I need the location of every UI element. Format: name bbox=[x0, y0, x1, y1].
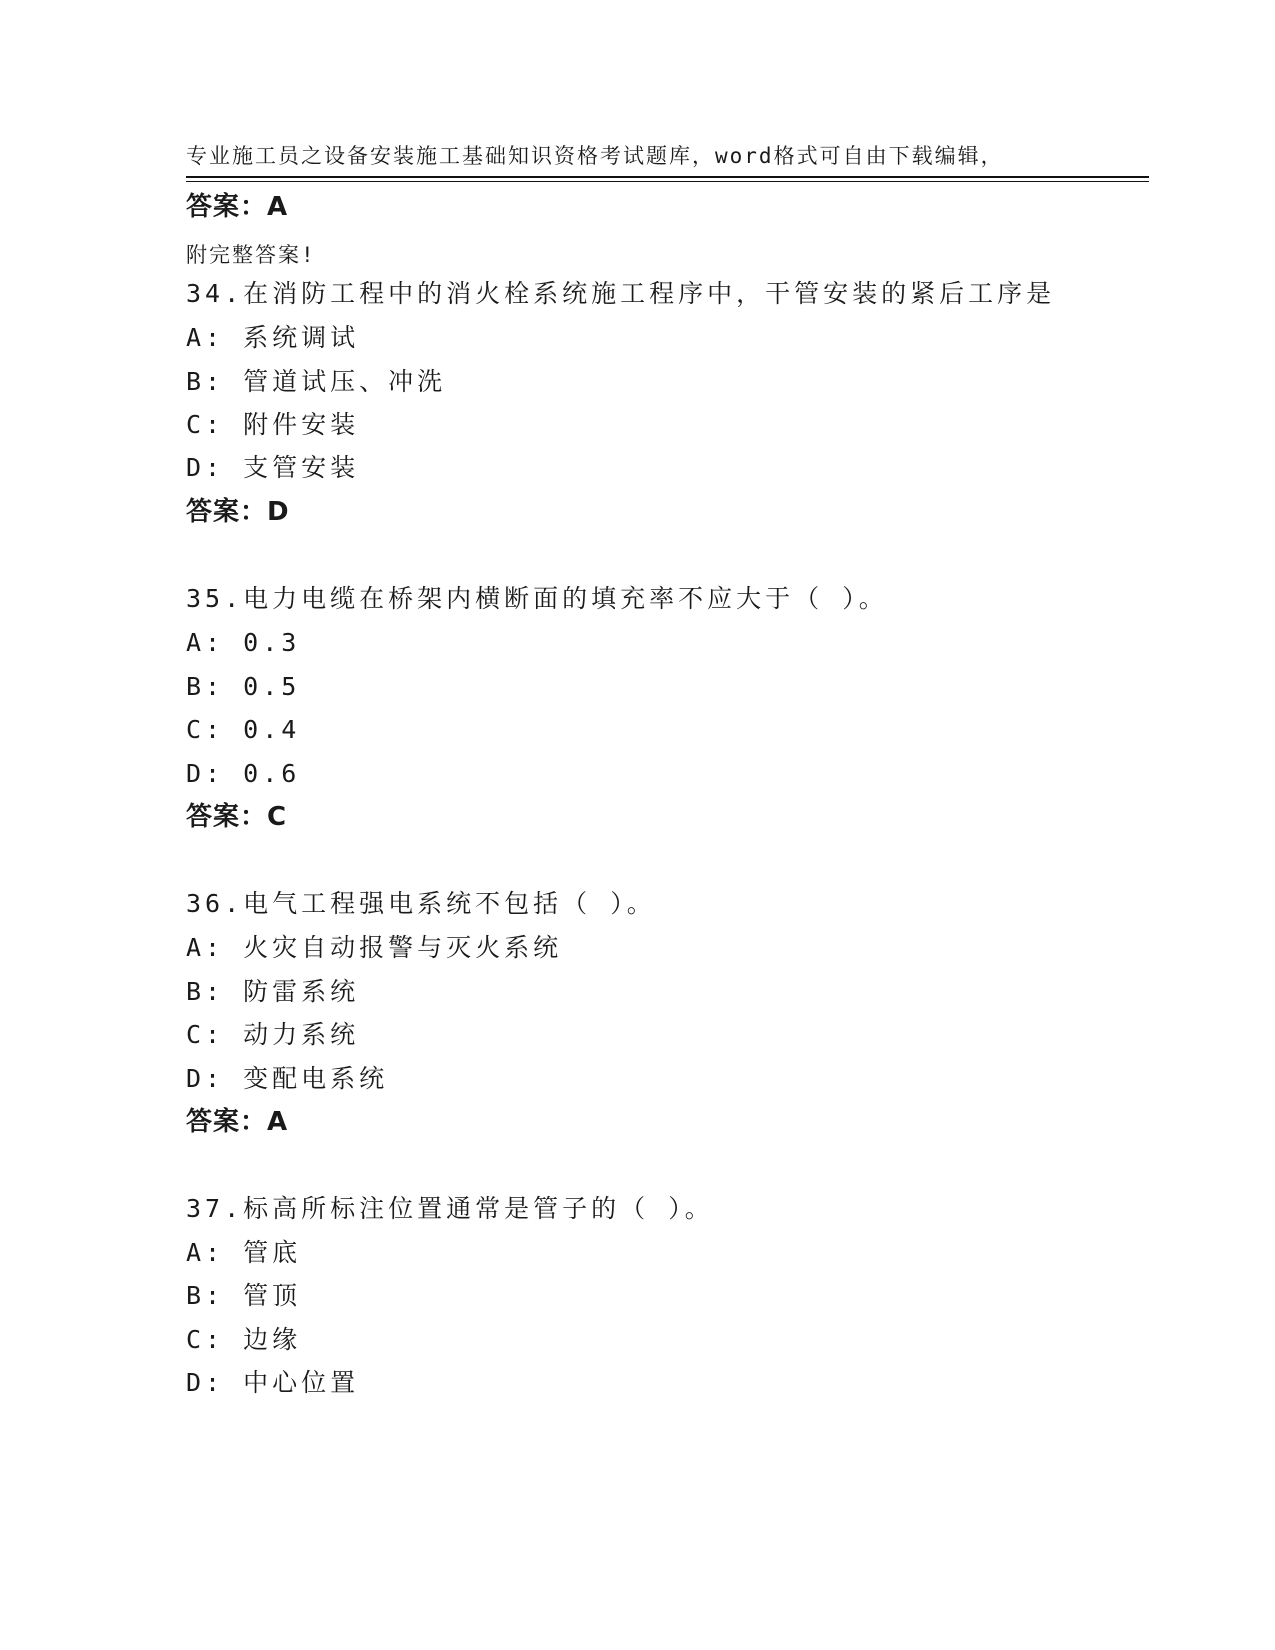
question-36-option-a: A: 火灾自动报警与灭火系统 bbox=[186, 933, 563, 962]
previous-answer: 答案：A bbox=[186, 192, 289, 222]
question-34-option-b: B: 管道试压、冲洗 bbox=[186, 367, 447, 396]
question-34-option-d: D: 支管安装 bbox=[186, 453, 360, 482]
question-35-option-c: C: 0.4 bbox=[186, 715, 301, 744]
question-34-answer: 答案：D bbox=[186, 497, 290, 527]
question-34-option-a: A: 系统调试 bbox=[186, 323, 360, 352]
question-37-stem: 37.标高所标注位置通常是管子的（ ）。 bbox=[186, 1194, 714, 1223]
question-35-answer: 答案：C bbox=[186, 802, 288, 832]
question-34-stem: 34.在消防工程中的消火栓系统施工程序中，干管安装的紧后工序是 bbox=[186, 279, 1056, 308]
question-35-option-b: B: 0.5 bbox=[186, 672, 301, 701]
question-36-option-c: C: 动力系统 bbox=[186, 1020, 360, 1049]
question-37-option-d: D: 中心位置 bbox=[186, 1368, 360, 1397]
question-36-stem: 36.电气工程强电系统不包括（ ）。 bbox=[186, 889, 656, 918]
question-35-stem: 35.电力电缆在桥架内横断面的填充率不应大于（ ）。 bbox=[186, 584, 888, 613]
header-line-1: 专业施工员之设备安装施工基础知识资格考试题库，word格式可自由下载编辑， bbox=[186, 144, 1004, 168]
header-divider bbox=[186, 176, 1149, 178]
question-37-option-a: A: 管底 bbox=[186, 1238, 302, 1267]
question-37-option-b: B: 管顶 bbox=[186, 1281, 302, 1310]
question-35-option-d: D: 0.6 bbox=[186, 759, 301, 788]
question-36-answer: 答案：A bbox=[186, 1107, 289, 1137]
question-36-option-b: B: 防雷系统 bbox=[186, 977, 360, 1006]
question-34-option-c: C: 附件安装 bbox=[186, 410, 360, 439]
header-divider-thin bbox=[186, 181, 1149, 182]
question-36-option-d: D: 变配电系统 bbox=[186, 1064, 389, 1093]
question-37-option-c: C: 边缘 bbox=[186, 1325, 302, 1354]
question-35-option-a: A: 0.3 bbox=[186, 628, 301, 657]
header-line-2: 附完整答案! bbox=[186, 243, 316, 267]
